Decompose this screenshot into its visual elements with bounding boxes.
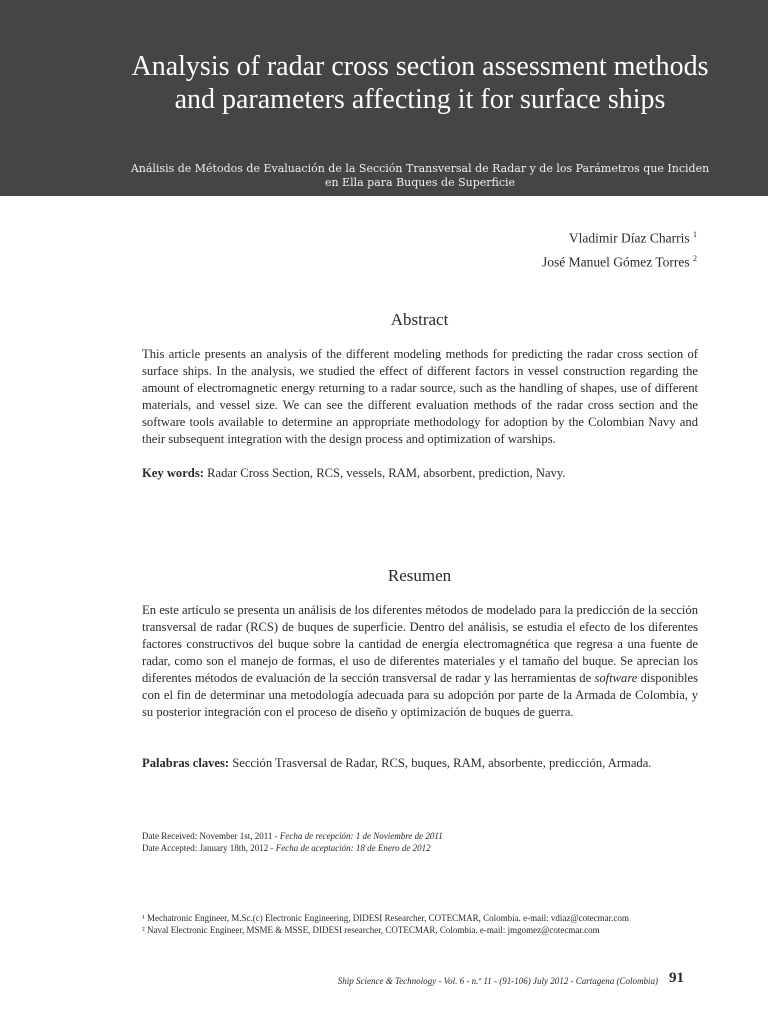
resumen-text <box>142 602 698 721</box>
article-dates <box>142 830 443 854</box>
author-ref: 2 <box>693 253 697 263</box>
date-accepted-es: Fecha de aceptación: 18 de Enero de 2012 <box>275 843 431 853</box>
author-2 <box>542 249 697 273</box>
abstract-text: This article presents an analysis of the different modeling methods for predicting the radar cross section of surface ships. In the analysis, we studied the effect of different factors in vessel construction regarding the amount of electromagnetic energy returning to a radar source, such as the handling of shapes, use of different materials, and vessel size. We can see the different evaluation methods of the radar cross section and the software tools available to determine an appropriate methodology for adoption by the Colombian Navy and their subsequent integration with the design process and optimization of warships. <box>142 347 698 446</box>
author-list <box>542 225 697 272</box>
resumen-heading: Resumen <box>387 566 452 585</box>
keywords-value: Sección Trasversal de Radar, RCS, buques, RAM, absorbente, predicción, Armada. <box>232 756 652 770</box>
journal-footer: Ship Science & Technology - Vol. 6 - n.º 11 - (91-106) July 2012 - Cartagena (Colombia) <box>337 976 658 986</box>
keywords-label: Palabras claves: <box>142 756 230 770</box>
resumen-keywords <box>142 755 698 772</box>
resumen-italic-term: software <box>594 671 638 685</box>
date-accepted <box>142 842 443 854</box>
date-received-es: Fecha de recepción: 1 de Noviembre de 2011 <box>279 831 443 841</box>
footnotes <box>142 912 629 936</box>
resumen-text-part: disponibles con el fin de determinar una metodología adecuada para su adopción por parte de la Armada de Colombia, y su posterior integración con el proceso de diseño y optimización de buques de guerra. <box>142 671 698 719</box>
page-subtitle: Análisis de Métodos de Evaluación de la Sección Transversal de Radar y de los Parámetros que Inciden en Ella para Buques de Superficie <box>130 162 710 189</box>
keywords-label: Key words: <box>142 466 204 480</box>
page-title: Analysis of radar cross section assessment methods and parameters affecting it for surface ships <box>131 51 709 115</box>
footnote-2: ² Naval Electronic Engineer, MSME & MSSE, DIDESI researcher, COTECMAR, Colombia. e-mail: jmgomez@cotecmar.com <box>142 925 600 935</box>
title-banner <box>0 0 768 196</box>
author-name: José Manuel Gómez Torres <box>541 254 690 269</box>
resumen-text-part: En este artículo se presenta un análisis de los diferentes métodos de modelado para la predicción de la sección transversal de radar (RCS) de buques de superficie. Dentro del análisis, se estudia el efecto de los diferentes factores constructivos del buque sobre la cantidad de energía electromagnética que regresa a una fuente de radar, como son el manejo de formas, el uso de diferentes materiales y el tamaño del buque. Se aprecian los diferentes métodos de evaluación de la sección transversal de radar y las herramientas de <box>142 603 698 685</box>
keywords-value: Radar Cross Section, RCS, vessels, RAM, absorbent, prediction, Navy. <box>207 466 566 480</box>
date-received-en: Date Received: November 1st, 2011 - <box>142 831 278 841</box>
abstract-heading: Abstract <box>390 310 449 329</box>
abstract-keywords <box>142 465 698 482</box>
date-accepted-en: Date Accepted: January 18th, 2012 - <box>142 843 274 853</box>
page-number: 91 <box>669 970 684 986</box>
author-name: Vladimir Díaz Charris <box>568 230 690 246</box>
author-ref: 1 <box>693 230 697 239</box>
footnote-1: ¹ Mechatronic Engineer, M.Sc.(c) Electronic Engineering, DIDESI Researcher, COTECMAR, Colombia. e-mail: vdiaz@cotecmar.com <box>142 913 629 923</box>
author-1 <box>542 225 697 249</box>
date-received <box>142 830 443 842</box>
